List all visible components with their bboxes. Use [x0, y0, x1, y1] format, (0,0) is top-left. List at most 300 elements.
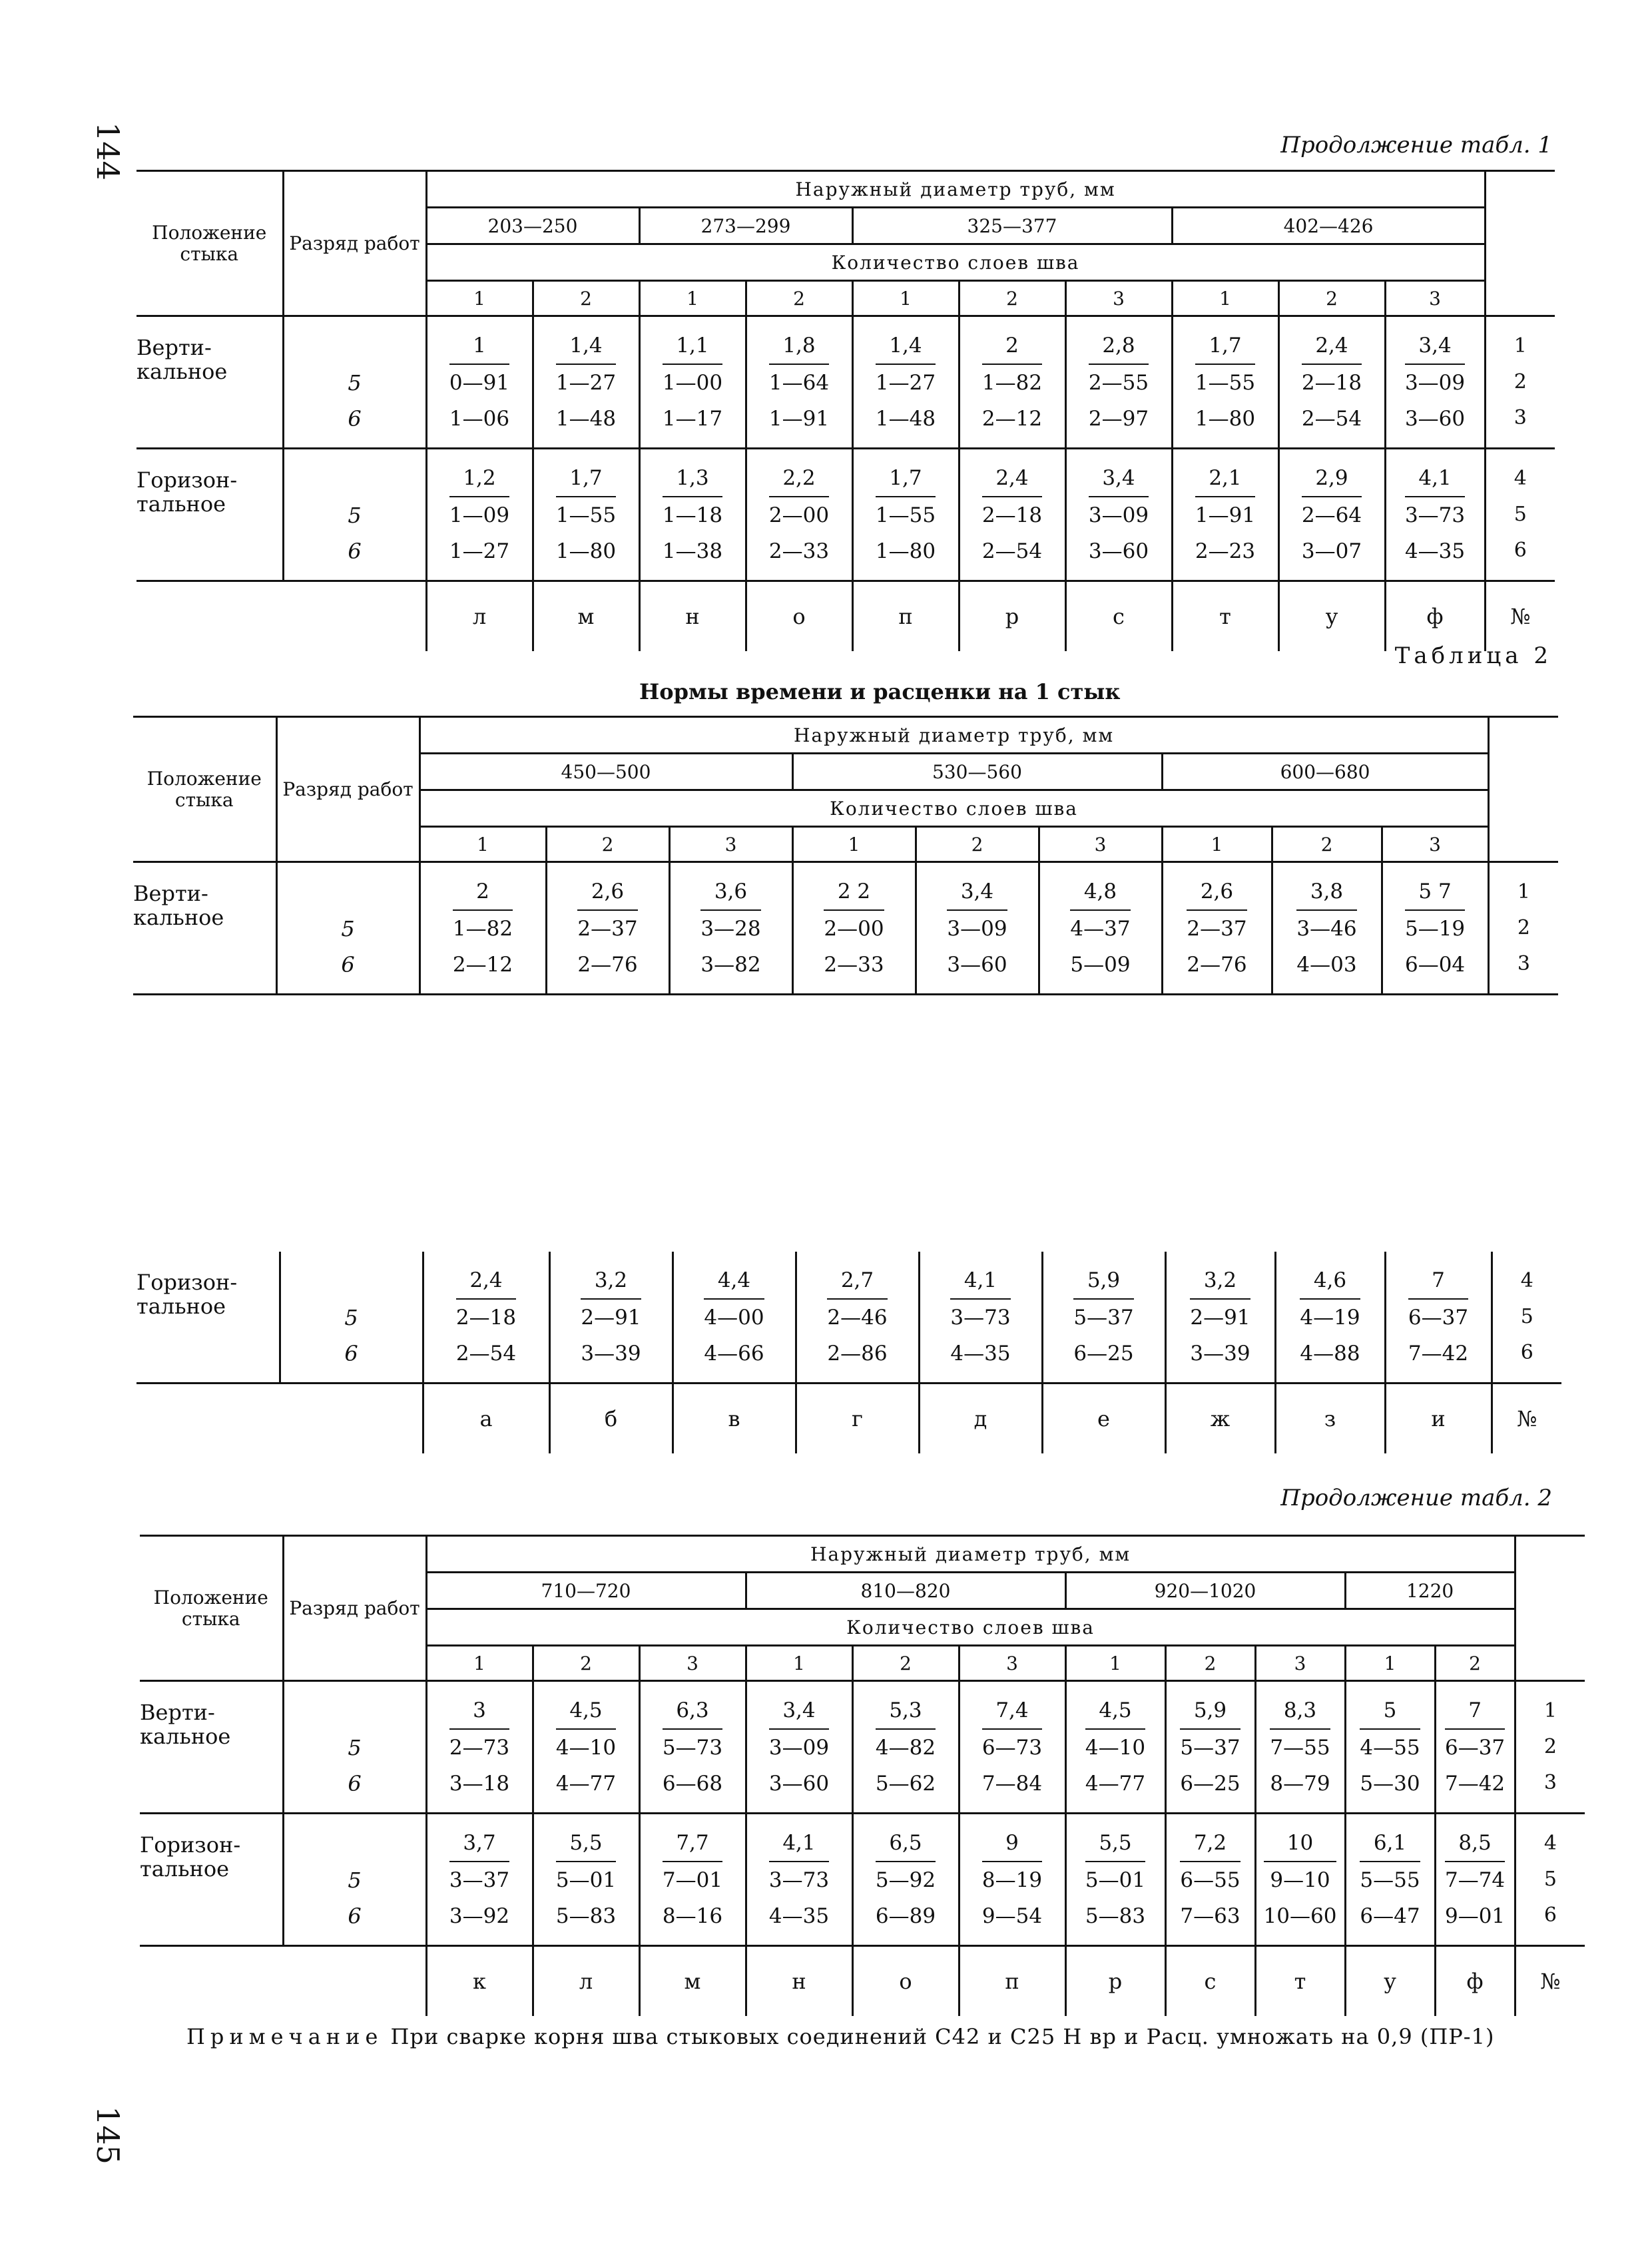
rate-fraction [663, 1825, 722, 1934]
rate-cell [1065, 316, 1172, 449]
rate-fraction [1070, 874, 1130, 983]
price-rank-5: 2—46 [827, 1306, 888, 1330]
header-layer-number: 3 [1039, 827, 1162, 862]
header-layer-number: 2 [959, 281, 1065, 316]
position-vertical [133, 862, 276, 995]
rate-fraction [700, 874, 760, 983]
price-rank-5: 3—09 [1088, 503, 1149, 527]
position-vertical [137, 316, 283, 449]
rate-cell [852, 316, 959, 449]
rate-fraction [1089, 328, 1149, 437]
price-rank-6: 4—03 [1296, 953, 1357, 977]
position-label: Горизон-тальное [137, 467, 238, 517]
header-layer-number: 2 [533, 1646, 639, 1681]
header-layers: Количество слоев шва [419, 790, 1488, 827]
header-layer-number: 3 [1255, 1646, 1345, 1681]
rate-cell [1345, 1814, 1435, 1946]
column-letter: ж [1165, 1384, 1275, 1454]
table2-grid [133, 716, 1558, 995]
rate-cell [1382, 862, 1488, 995]
price-rank-5: 1—00 [662, 371, 723, 395]
column-letter: ф [1435, 1946, 1515, 2017]
price-rank-5: 4—82 [875, 1736, 936, 1760]
rate-cell [426, 449, 533, 581]
price-rank-5: 2—00 [824, 917, 884, 941]
rate-fraction [1073, 1262, 1133, 1372]
column-letter: н [746, 1946, 852, 2017]
rate-cell [1165, 1252, 1275, 1384]
price-rank-5: 2—91 [581, 1306, 641, 1330]
price-rank-6: 5—30 [1360, 1772, 1420, 1796]
price-rank-5: 3—09 [1404, 371, 1466, 395]
table1-caption: Продолжение табл. 1 [1280, 132, 1552, 158]
price-rank-5: 2—91 [1190, 1306, 1250, 1330]
rate-fraction [704, 1262, 764, 1372]
rate-fraction [1085, 1692, 1145, 1802]
price-rank-5: 1—64 [768, 371, 830, 395]
header-layer-number: 1 [1345, 1646, 1435, 1681]
time-norm: 2,2 [769, 460, 829, 497]
column-letter: д [919, 1384, 1042, 1454]
price-rank-6: 1—17 [662, 407, 723, 431]
rate-cell [533, 1681, 639, 1814]
time-norm: 5 [1360, 1692, 1420, 1730]
rate-cell [549, 1252, 673, 1384]
header-layer-number: 2 [1435, 1646, 1515, 1681]
rate-cell [852, 1814, 959, 1946]
price-rank-5: 2—37 [577, 917, 638, 941]
rate-fraction [982, 1825, 1042, 1934]
time-norm: 5,5 [1085, 1825, 1145, 1862]
rate-cell [1255, 1681, 1345, 1814]
position-label: Горизон-тальное [140, 1832, 241, 1882]
time-norm: 2,4 [456, 1262, 516, 1300]
price-rank-6: 2—76 [1187, 953, 1247, 977]
rank-6: 6 [348, 1771, 362, 1796]
header-diameter-group: 530—560 [792, 754, 1162, 790]
row-number: 6 [1520, 1341, 1533, 1364]
time-norm: 1,8 [769, 328, 829, 365]
header-diameter-group: 450—500 [419, 754, 792, 790]
rank-cell [283, 1814, 426, 1946]
header-diameter-group: 203—250 [426, 208, 639, 244]
price-rank-6: 6—47 [1360, 1904, 1420, 1928]
price-rank-6: 7—42 [1408, 1342, 1469, 1366]
rate-fraction [1180, 1692, 1240, 1802]
rank-5: 5 [348, 1868, 362, 1893]
price-rank-6: 2—33 [824, 953, 884, 977]
rate-cell [423, 1252, 549, 1384]
row-number: 3 [1514, 406, 1527, 429]
row-number: 3 [1543, 1771, 1557, 1794]
price-rank-5: 1—91 [1195, 503, 1256, 527]
price-rank-5: 7—74 [1444, 1868, 1506, 1892]
time-norm: 3,4 [1089, 460, 1149, 497]
row-number: 1 [1517, 880, 1530, 903]
price-rank-6: 1—27 [449, 539, 510, 563]
time-norm: 5,3 [876, 1692, 936, 1730]
time-norm: 7 [1445, 1692, 1505, 1730]
price-rank-6: 2—23 [1195, 539, 1256, 563]
price-rank-5: 2—64 [1301, 503, 1362, 527]
rank-5: 5 [344, 1305, 358, 1330]
time-norm: 4,8 [1070, 874, 1130, 911]
rate-fraction [769, 328, 829, 437]
rate-fraction [556, 460, 616, 569]
column-letter: к [426, 1946, 533, 2017]
price-rank-5: 3—28 [700, 917, 761, 941]
rate-cell [1435, 1681, 1515, 1814]
price-rank-6: 3—60 [768, 1772, 830, 1796]
rate-cell [1162, 862, 1272, 995]
rate-cell [639, 449, 746, 581]
column-number-sign: № [1515, 1946, 1585, 2017]
column-letter: у [1278, 581, 1385, 652]
price-rank-5: 1—27 [875, 371, 936, 395]
rate-cell [959, 1814, 1065, 1946]
header-layer-number: 1 [1162, 827, 1272, 862]
header-layer-number: 2 [546, 827, 669, 862]
rate-fraction [876, 1825, 936, 1934]
header-number-col [1515, 1536, 1585, 1681]
price-rank-5: 2—55 [1088, 371, 1149, 395]
price-rank-5: 2—18 [455, 1306, 517, 1330]
row-numbers [1485, 316, 1555, 449]
time-norm: 7 [1408, 1262, 1468, 1300]
rate-cell [1272, 862, 1382, 995]
header-diameter-group: 920—1020 [1065, 1573, 1345, 1609]
price-rank-6: 1—06 [449, 407, 510, 431]
row-numbers [1515, 1681, 1585, 1814]
price-rank-5: 1—55 [1195, 371, 1256, 395]
time-norm: 2,9 [1302, 460, 1362, 497]
table3-caption: Продолжение табл. 2 [1280, 1485, 1552, 1511]
time-norm: 7,7 [663, 1825, 722, 1862]
column-letter: п [852, 581, 959, 652]
price-rank-5: 5—37 [1180, 1736, 1240, 1760]
header-number-col [1488, 717, 1558, 862]
rate-cell [1385, 449, 1485, 581]
rate-fraction [1445, 1825, 1505, 1934]
rate-fraction [876, 1692, 936, 1802]
time-norm: 3,7 [449, 1825, 509, 1862]
price-rank-6: 4—88 [1300, 1342, 1360, 1366]
price-rank-6: 3—18 [449, 1772, 510, 1796]
time-norm: 4,1 [769, 1825, 829, 1862]
position-horizontal [137, 1252, 280, 1384]
price-rank-5: 6—73 [981, 1736, 1043, 1760]
table3-grid [140, 1535, 1585, 2016]
price-rank-6: 1—80 [555, 539, 617, 563]
column-letter: р [1065, 1946, 1165, 2017]
row-number: 5 [1543, 1868, 1557, 1891]
header-diameter-group: 600—680 [1162, 754, 1488, 790]
header-layer-number: 1 [852, 281, 959, 316]
column-letter: с [1065, 581, 1172, 652]
rank-5: 5 [348, 370, 362, 395]
time-norm: 2,6 [577, 874, 637, 911]
price-rank-5: 5—19 [1404, 917, 1466, 941]
rate-fraction [1085, 1825, 1145, 1934]
price-rank-5: 7—01 [662, 1868, 723, 1892]
rank-cell [283, 1681, 426, 1814]
rate-cell [746, 1814, 852, 1946]
time-norm: 1,3 [663, 460, 722, 497]
rate-fraction [456, 1262, 516, 1372]
header-layer-number: 3 [1385, 281, 1485, 316]
time-norm: 7,4 [982, 1692, 1042, 1730]
rate-cell [1385, 1252, 1492, 1384]
price-rank-5: 1—82 [452, 917, 513, 941]
price-rank-5: 1—55 [555, 503, 617, 527]
rate-fraction [1195, 460, 1255, 569]
rate-fraction [1264, 1825, 1337, 1934]
rate-cell [959, 449, 1065, 581]
rate-cell [746, 1681, 852, 1814]
rate-fraction [663, 1692, 722, 1802]
rate-cell [852, 1681, 959, 1814]
rate-cell [546, 862, 669, 995]
header-rank: Разряд работ [276, 717, 419, 862]
time-norm: 4,1 [1405, 460, 1465, 497]
price-rank-6: 2—33 [768, 539, 830, 563]
rate-fraction [1195, 328, 1255, 437]
time-norm: 2 2 [824, 874, 884, 911]
rate-fraction [982, 460, 1042, 569]
row-numbers [1488, 862, 1558, 995]
header-diameter-group: 810—820 [746, 1573, 1065, 1609]
rate-fraction [556, 1692, 616, 1802]
price-rank-5: 3—37 [449, 1868, 510, 1892]
rate-fraction [1360, 1825, 1420, 1934]
rate-cell [673, 1252, 796, 1384]
rate-cell [746, 449, 852, 581]
rate-fraction [577, 874, 637, 983]
row-number: 3 [1517, 952, 1530, 975]
price-rank-6: 5—09 [1070, 953, 1131, 977]
column-letter: ф [1385, 581, 1485, 652]
header-layer-number: 2 [1165, 1646, 1255, 1681]
rate-fraction [1408, 1262, 1468, 1372]
header-diameter-group: 273—299 [639, 208, 852, 244]
rate-fraction [663, 460, 722, 569]
header-layer-number: 3 [1065, 281, 1172, 316]
header-position: Положение стыка [133, 717, 276, 862]
row-number: 2 [1514, 370, 1527, 393]
time-norm: 3 [449, 1692, 509, 1730]
rate-fraction [982, 328, 1042, 437]
rate-fraction [581, 1262, 641, 1372]
time-norm: 4,4 [704, 1262, 764, 1300]
time-norm: 2,7 [827, 1262, 887, 1300]
header-layer-number: 1 [426, 281, 533, 316]
rate-fraction [1296, 874, 1356, 983]
price-rank-6: 3—07 [1301, 539, 1362, 563]
letters-blank [283, 1946, 426, 2017]
time-norm: 2,4 [982, 460, 1042, 497]
rank-6: 6 [341, 952, 355, 977]
price-rank-5: 4—55 [1360, 1736, 1420, 1760]
price-rank-5: 7—55 [1270, 1736, 1330, 1760]
rate-fraction [449, 1692, 509, 1802]
header-layer-number: 1 [419, 827, 546, 862]
price-rank-6: 8—79 [1270, 1772, 1330, 1796]
column-letter: м [533, 581, 639, 652]
column-letter: м [639, 1946, 746, 2017]
header-diameter-group: 402—426 [1172, 208, 1485, 244]
rank-5: 5 [348, 1735, 362, 1760]
rate-cell [426, 316, 533, 449]
price-rank-5: 5—01 [555, 1868, 617, 1892]
price-rank-6: 6—89 [875, 1904, 936, 1928]
rank-6: 6 [348, 406, 362, 431]
time-norm: 3,8 [1296, 874, 1356, 911]
table2-label: Таблица 2 [1394, 642, 1552, 669]
column-letter: е [1042, 1384, 1165, 1454]
price-rank-5: 6—55 [1180, 1868, 1240, 1892]
price-rank-5: 5—92 [875, 1868, 936, 1892]
rate-fraction [556, 1825, 616, 1934]
column-number-sign: № [1485, 581, 1555, 652]
rank-cell [283, 449, 426, 581]
header-layer-number: 2 [533, 281, 639, 316]
rank-cell [283, 316, 426, 449]
header-diameter: Наружный диаметр труб, мм [419, 717, 1488, 754]
row-numbers [1515, 1814, 1585, 1946]
header-layer-number: 3 [1382, 827, 1488, 862]
column-letter: и [1385, 1384, 1492, 1454]
header-position: Положение стыка [140, 1536, 283, 1681]
row-number: 5 [1514, 503, 1527, 526]
price-rank-6: 7—63 [1180, 1904, 1240, 1928]
price-rank-6: 7—84 [981, 1772, 1043, 1796]
price-rank-5: 3—73 [950, 1306, 1011, 1330]
price-rank-5: 9—10 [1270, 1868, 1330, 1892]
rate-cell [426, 1814, 533, 1946]
time-norm: 4,6 [1300, 1262, 1360, 1300]
price-rank-5: 4—37 [1070, 917, 1131, 941]
price-rank-6: 2—12 [452, 953, 513, 977]
header-rank: Разряд работ [283, 1536, 426, 1681]
rate-fraction [1089, 460, 1149, 569]
price-rank-6: 4—35 [768, 1904, 830, 1928]
rank-5: 5 [348, 503, 362, 528]
rate-cell [1065, 1814, 1165, 1946]
time-norm: 1,2 [449, 460, 509, 497]
rank-5: 5 [341, 916, 355, 941]
column-letter: т [1255, 1946, 1345, 2017]
price-rank-6: 1—48 [555, 407, 617, 431]
rate-cell [1065, 449, 1172, 581]
column-letter: з [1275, 1384, 1385, 1454]
header-layer-number: 2 [852, 1646, 959, 1681]
column-letter: о [852, 1946, 959, 2017]
time-norm: 1 [449, 328, 509, 365]
table1-grid [137, 170, 1555, 651]
time-norm: 2,8 [1089, 328, 1149, 365]
rate-cell [1255, 1814, 1345, 1946]
rate-cell [1065, 1681, 1165, 1814]
rate-cell [1385, 316, 1485, 449]
row-number: 2 [1517, 916, 1530, 939]
time-norm: 1,4 [556, 328, 616, 365]
price-rank-5: 5—37 [1073, 1306, 1134, 1330]
time-norm: 7,2 [1180, 1825, 1240, 1862]
price-rank-5: 8—19 [981, 1868, 1043, 1892]
row-numbers [1485, 449, 1555, 581]
time-norm: 2,4 [1302, 328, 1362, 365]
row-number: 4 [1543, 1832, 1557, 1855]
column-letter: с [1165, 1946, 1255, 2017]
rate-fraction [950, 1262, 1010, 1372]
rate-cell [1435, 1814, 1515, 1946]
rate-cell [1172, 316, 1278, 449]
price-rank-6: 2—54 [455, 1342, 517, 1366]
rank-6: 6 [348, 539, 362, 564]
rate-cell [1275, 1252, 1385, 1384]
price-rank-5: 4—00 [704, 1306, 764, 1330]
time-norm: 3,2 [581, 1262, 641, 1300]
time-norm: 1,4 [876, 328, 936, 365]
rate-cell [1345, 1681, 1435, 1814]
letters-blank [137, 1384, 280, 1454]
time-norm: 2 [453, 874, 513, 911]
column-letter: о [746, 581, 852, 652]
time-norm: 6,1 [1360, 1825, 1420, 1862]
header-layer-number: 2 [916, 827, 1039, 862]
rate-cell [1165, 1681, 1255, 1814]
rate-fraction [1270, 1692, 1330, 1802]
row-numbers [1492, 1252, 1561, 1384]
header-rank: Разряд работ [283, 171, 426, 316]
header-diameter-group: 1220 [1345, 1573, 1515, 1609]
price-rank-5: 2—18 [1301, 371, 1362, 395]
column-letter: п [959, 1946, 1065, 2017]
header-layer-number: 3 [639, 1646, 746, 1681]
header-layer-number: 3 [669, 827, 792, 862]
rate-fraction [1180, 1825, 1240, 1934]
rank-cell [276, 862, 419, 995]
price-rank-6: 5—62 [875, 1772, 936, 1796]
price-rank-6: 2—54 [1301, 407, 1362, 431]
price-rank-6: 3—39 [1190, 1342, 1250, 1366]
rate-cell [1042, 1252, 1165, 1384]
rate-fraction [1360, 1692, 1420, 1802]
price-rank-6: 4—77 [1085, 1772, 1146, 1796]
time-norm: 4,5 [1085, 1692, 1145, 1730]
rate-cell [746, 316, 852, 449]
header-layer-number: 2 [746, 281, 852, 316]
column-number-sign: № [1492, 1384, 1561, 1454]
column-letter: г [796, 1384, 919, 1454]
page-number-top: 144 [89, 122, 126, 180]
page-number-bottom: 145 [89, 2106, 126, 2164]
rank-cell [280, 1252, 423, 1384]
rate-cell [792, 862, 916, 995]
price-rank-6: 8—16 [662, 1904, 723, 1928]
time-norm: 1,7 [556, 460, 616, 497]
price-rank-5: 3—73 [768, 1868, 830, 1892]
header-diameter-group: 710—720 [426, 1573, 746, 1609]
rate-cell [919, 1252, 1042, 1384]
column-letter: б [549, 1384, 673, 1454]
rate-cell [916, 862, 1039, 995]
position-label: Горизон-тальное [137, 1270, 238, 1319]
column-letter: л [533, 1946, 639, 2017]
rate-cell [639, 1814, 746, 1946]
rate-cell [1039, 862, 1162, 995]
price-rank-6: 2—12 [981, 407, 1043, 431]
